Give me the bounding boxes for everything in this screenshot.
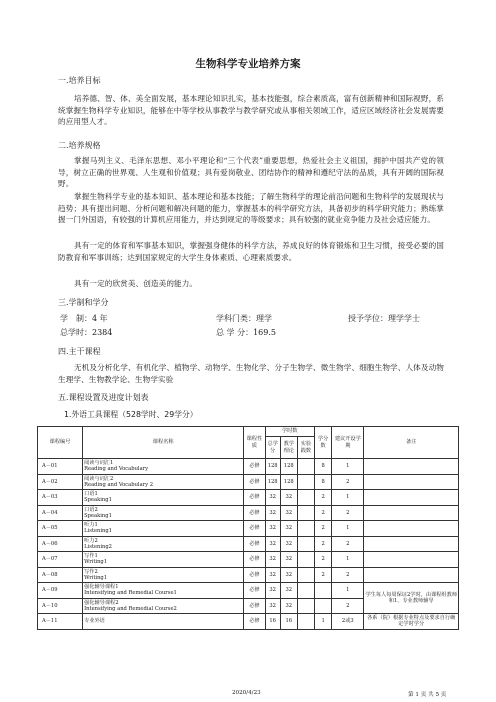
cell-credit: 2 <box>315 536 332 552</box>
cell-credit: 8 <box>315 459 332 475</box>
course-name-en: Reading and Vocabulary 2 <box>84 481 154 488</box>
cell-note <box>364 536 459 552</box>
course-name-cn: 听力2 <box>84 537 98 544</box>
cell-term: 1 <box>332 490 364 506</box>
cell-note: 学生每人每周保证2学时，由课程组教师和1、专业教师辅导 <box>364 583 459 614</box>
cell-lab <box>297 536 314 552</box>
cell-lab <box>297 583 314 599</box>
table-row <box>38 490 459 506</box>
cell-total: 32 <box>265 598 280 614</box>
cell-theory: 32 <box>280 505 297 521</box>
course-name-en: Speaking1 <box>84 512 112 519</box>
cell-total: 32 <box>265 583 280 599</box>
header-theory: 教学理论 <box>280 437 297 459</box>
course-name-cn: 强化辅导课程1 <box>84 584 119 591</box>
cell-theory: 32 <box>280 598 297 614</box>
header-code: 课程编号 <box>38 427 83 459</box>
cell-nature: 必修 <box>244 552 265 568</box>
header-name: 课程名称 <box>83 427 244 459</box>
cell-name <box>83 598 244 614</box>
cell-total: 32 <box>265 536 280 552</box>
cell-note <box>364 567 459 583</box>
table-row <box>38 536 459 552</box>
page-title: 生物科学专业培养方案 <box>195 58 301 70</box>
table-row <box>38 552 459 568</box>
cell-name <box>83 459 244 475</box>
table-row <box>38 567 459 583</box>
footer-page-number: 第 1 页 共 5 页 <box>408 692 447 698</box>
cell-term: 1 <box>332 459 364 475</box>
cell-nature: 必修 <box>244 567 265 583</box>
course-name-cn: 阅读与词汇2 <box>84 475 114 482</box>
table-row <box>38 459 459 475</box>
cell-term: 1 <box>332 583 364 599</box>
cell-name <box>83 567 244 583</box>
header-hours: 学时数 <box>265 427 314 437</box>
course-name-cn: 阅读与词汇1 <box>84 460 114 467</box>
cell-theory: 128 <box>280 474 297 490</box>
cell-lab <box>297 598 314 614</box>
table-row <box>38 614 459 630</box>
cell-nature: 必修 <box>244 490 265 506</box>
cell-term: 2 <box>332 598 364 614</box>
table-row <box>38 505 459 521</box>
course-name-cn: 口语2 <box>84 506 98 513</box>
cell-name <box>83 490 244 506</box>
course-name-en: Writing1 <box>84 559 108 566</box>
cell-term: 2 <box>332 505 364 521</box>
cell-name <box>83 505 244 521</box>
subsection-heading-foreign-language: 1.外语工具课程（528学时、29学分） <box>64 410 198 419</box>
cell-note: 各系（院）根据专业特点及要求自行确定学时学分 <box>364 614 459 630</box>
section-heading-schedule: 五.课程设置及进度计划表 <box>58 393 149 402</box>
cell-theory: 128 <box>280 459 297 475</box>
header-credit: 学分数 <box>315 427 332 459</box>
cell-credit: 2 <box>315 490 332 506</box>
course-name-en: Speaking1 <box>84 497 112 504</box>
total-credits: 总 学 分：169.5 <box>216 328 276 337</box>
paragraph-spec-b: 掌握生物科学专业的基本知识、基本理论和基本技能；了解生物科学的理论前沿问题和生物科学的发展现状与趋势；具有提出问题、分析问题和解决问题的能力，掌握基本的科学研究方法，具备初步的科学研究能力；熟练掌握一门外国语，有较强的计算机应用能力，并达到规定的等级要求；具有较强的就业竞争能力及社会适应能力。 <box>58 192 444 225</box>
discipline: 学科门类：理学 <box>216 314 272 323</box>
cell-term: 2 <box>332 567 364 583</box>
header-nature: 课程性质 <box>244 427 265 459</box>
total-hours: 总学时：2384 <box>60 328 113 337</box>
cell-credit <box>315 583 332 599</box>
cell-name <box>83 583 244 599</box>
course-name-cn: 听力1 <box>84 522 98 529</box>
header-total: 总学分 <box>265 437 280 459</box>
cell-total: 32 <box>265 521 280 537</box>
cell-note <box>364 521 459 537</box>
cell-name <box>83 614 244 630</box>
course-name-cn: 口语1 <box>84 491 98 498</box>
study-length: 学 制：4 年 <box>60 314 108 323</box>
cell-term: 2 <box>332 536 364 552</box>
cell-total: 128 <box>265 459 280 475</box>
cell-lab <box>297 614 314 630</box>
cell-theory: 32 <box>280 490 297 506</box>
cell-code: A－08 <box>38 567 83 583</box>
cell-theory: 32 <box>280 583 297 599</box>
section-heading-goals: 一.培养目标 <box>58 76 101 85</box>
cell-lab <box>297 474 314 490</box>
cell-credit: 1 <box>315 614 332 630</box>
cell-lab <box>297 521 314 537</box>
course-name-en: Listening2 <box>84 543 112 550</box>
cell-nature: 必修 <box>244 598 265 614</box>
section-heading-core: 四.主干课程 <box>58 347 101 356</box>
cell-nature: 必修 <box>244 521 265 537</box>
course-name-cn: 专业外语 <box>84 618 105 625</box>
table-row <box>38 583 459 599</box>
course-name-en: Listening1 <box>84 528 112 535</box>
cell-credit: 2 <box>315 552 332 568</box>
cell-theory: 32 <box>280 567 297 583</box>
cell-note <box>364 552 459 568</box>
cell-code: A－05 <box>38 521 83 537</box>
course-name-cn: 写作2 <box>84 568 98 575</box>
cell-nature: 必修 <box>244 474 265 490</box>
cell-credit: 2 <box>315 521 332 537</box>
cell-code: A－02 <box>38 474 83 490</box>
cell-nature: 必修 <box>244 614 265 630</box>
cell-term: 1 <box>332 552 364 568</box>
cell-note <box>364 474 459 490</box>
cell-lab <box>297 459 314 475</box>
cell-nature: 必修 <box>244 536 265 552</box>
cell-code: A－03 <box>38 490 83 506</box>
header-note: 备注 <box>364 427 459 459</box>
course-name-en: Reading and Vocabulary <box>84 466 149 473</box>
cell-note <box>364 459 459 475</box>
cell-lab <box>297 505 314 521</box>
cell-name <box>83 521 244 537</box>
cell-code: A－11 <box>38 614 83 630</box>
course-name-en: Intensifying and Remedial Course1 <box>84 590 177 597</box>
cell-term: 2或3 <box>332 614 364 630</box>
cell-term: 1 <box>332 521 364 537</box>
cell-credit: 2 <box>315 567 332 583</box>
cell-theory: 32 <box>280 552 297 568</box>
degree: 授予学位：理学学士 <box>348 314 420 323</box>
table-row <box>38 474 459 490</box>
header-lab: 实验践数 <box>297 437 314 459</box>
course-table <box>37 426 459 630</box>
cell-name <box>83 552 244 568</box>
paragraph-spec-d: 具有一定的欣赏美、创造美的能力。 <box>74 279 198 288</box>
cell-credit: 8 <box>315 474 332 490</box>
cell-code: A－01 <box>38 459 83 475</box>
cell-nature: 必修 <box>244 459 265 475</box>
cell-theory: 16 <box>280 614 297 630</box>
paragraph-core: 无机及分析化学、有机化学、植物学、动物学、生物化学、分子生物学、微生物学、细胞生物学、人体及动物生理学、生物教学论、生物学实验 <box>58 363 444 384</box>
cell-code: A－07 <box>38 552 83 568</box>
cell-total: 16 <box>265 614 280 630</box>
cell-total: 32 <box>265 567 280 583</box>
section-heading-spec: 二.培养规格 <box>58 141 101 150</box>
cell-name <box>83 536 244 552</box>
cell-note <box>364 505 459 521</box>
cell-name <box>83 474 244 490</box>
course-name-cn: 写作1 <box>84 553 98 560</box>
table-row <box>38 521 459 537</box>
cell-note <box>364 490 459 506</box>
cell-credit <box>315 598 332 614</box>
cell-code: A－09 <box>38 583 83 599</box>
cell-lab <box>297 567 314 583</box>
cell-term: 2 <box>332 474 364 490</box>
cell-theory: 32 <box>280 521 297 537</box>
cell-credit: 2 <box>315 505 332 521</box>
header-term: 建议开设学期 <box>332 427 364 459</box>
cell-lab <box>297 552 314 568</box>
cell-nature: 必修 <box>244 583 265 599</box>
course-name-cn: 强化辅导课程2 <box>84 599 119 606</box>
cell-code: A－10 <box>38 598 83 614</box>
section-heading-credits: 三.学制和学分 <box>58 298 109 307</box>
paragraph-goals: 培养德、智、体、美全面发展，基本理论知识扎实，基本技能强，综合素质高，富有创新精神和国际视野，系统掌握生物科学专业知识，能够在中等学校从事教学与教学研究或从事相关领域工作，适应区域经济社会发展需要的应用型人才。 <box>58 94 444 127</box>
course-name-en: Writing1 <box>84 574 108 581</box>
paragraph-spec-c: 具有一定的体育和军事基本知识，掌握强身健体的科学方法，养成良好的体育锻炼和卫生习惯，接受必要的国防教育和军事训练；达到国家规定的大学生身体素质、心理素质要求。 <box>58 241 444 262</box>
cell-total: 128 <box>265 474 280 490</box>
cell-total: 32 <box>265 490 280 506</box>
cell-code: A－04 <box>38 505 83 521</box>
cell-total: 32 <box>265 552 280 568</box>
cell-theory: 32 <box>280 536 297 552</box>
footer-date: 2020/4/23 <box>232 690 261 696</box>
cell-code: A－06 <box>38 536 83 552</box>
cell-total: 32 <box>265 505 280 521</box>
cell-nature: 必修 <box>244 505 265 521</box>
paragraph-spec-a: 掌握马列主义、毛泽东思想、邓小平理论和“三个代表”重要思想，热爱社会主义祖国，拥护中国共产党的领导，树立正确的世界观、人生观和价值观；具有爱岗敬业、团结协作的精神和遵纪守法的品质，具有开阔的国际视野。 <box>58 156 444 189</box>
cell-lab <box>297 490 314 506</box>
course-name-en: Intensifying and Remedial Course2 <box>84 605 177 612</box>
